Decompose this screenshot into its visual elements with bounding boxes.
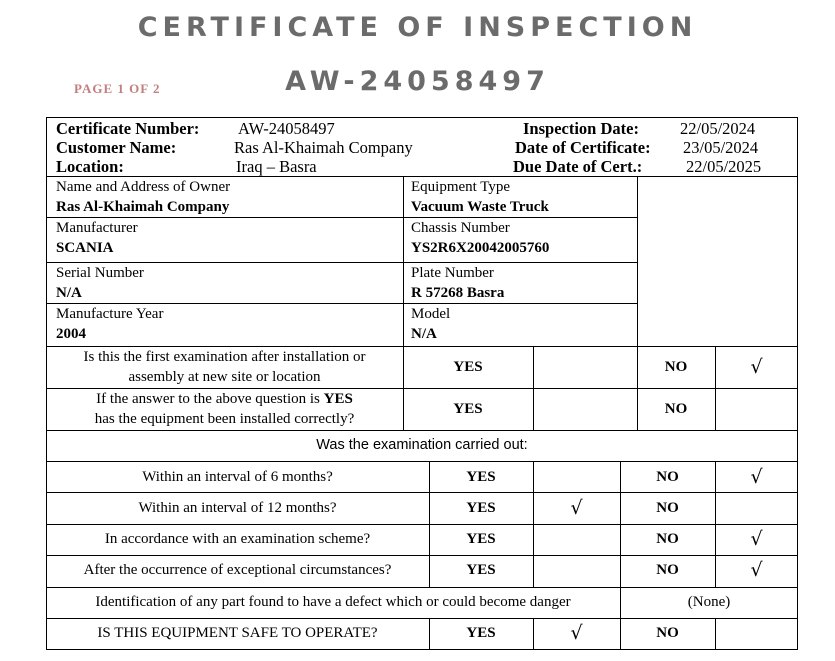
check-mark-icon: √ [750, 559, 763, 581]
no-label: NO [664, 359, 688, 375]
row-divider [46, 262, 637, 263]
row-divider [46, 461, 798, 462]
row-divider [46, 555, 798, 556]
yes-label: YES [466, 531, 496, 547]
manufacture-year-label: Manufacture Year [56, 306, 164, 322]
model-label: Model [411, 306, 451, 322]
model-value: N/A [411, 326, 437, 342]
question-6-months: Within an interval of 6 months? [142, 469, 333, 485]
serial-value: N/A [56, 285, 82, 301]
manufacture-year-value: 2004 [56, 326, 86, 342]
col-divider [533, 461, 534, 587]
question-exceptional-circumstances: After the occurrence of exceptional circumstances? [83, 562, 392, 578]
owner-value: Ras Al-Khaimah Company [56, 199, 230, 215]
row-divider [46, 388, 798, 389]
row-divider [46, 346, 798, 347]
cert-number-label: Certificate Number: [56, 119, 200, 138]
equipment-type-label: Equipment Type [411, 179, 511, 195]
chassis-label: Chassis Number [411, 220, 510, 236]
check-mark-icon: √ [570, 622, 583, 644]
plate-value: R 57268 Basra [411, 285, 505, 301]
chassis-value: YS2R6X20042005760 [411, 240, 550, 256]
question-line: Is this the first examination after installation or [83, 349, 366, 365]
question-line [46, 391, 403, 408]
due-date-label: Due Date of Cert.: [513, 157, 643, 176]
row-divider [46, 618, 798, 619]
check-mark-icon: √ [750, 528, 763, 550]
plate-label: Plate Number [411, 265, 494, 281]
question-12-months: Within an interval of 12 months? [138, 500, 337, 516]
question-defect-identification: Identification of any part found to have a defect which or could become danger [95, 594, 571, 610]
location-label: Location: [56, 157, 124, 176]
date-of-certificate-value: 23/05/2024 [683, 138, 759, 157]
no-label: NO [656, 625, 679, 641]
manufacturer-value: SCANIA [56, 240, 114, 256]
question-line: assembly at new site or location [128, 369, 321, 385]
certificate-title: CERTIFICATE OF INSPECTION [137, 12, 698, 43]
date-of-certificate-label: Date of Certificate: [515, 138, 651, 157]
question-line: has the equipment been installed correctly? [94, 411, 355, 427]
col-divider [637, 176, 638, 346]
col-divider [403, 176, 404, 346]
check-mark-icon: √ [750, 466, 763, 488]
no-label: NO [656, 469, 679, 485]
yes-label: YES [466, 469, 496, 485]
row-divider [46, 303, 637, 304]
customer-label: Customer Name: [56, 138, 177, 157]
examination-header: Was the examination carried out: [316, 437, 528, 453]
inspection-date-label: Inspection Date: [523, 119, 639, 138]
certificate-code-title: AW-24058497 [285, 66, 550, 97]
owner-label: Name and Address of Owner [56, 179, 231, 195]
equipment-type-value: Vacuum Waste Truck [411, 199, 549, 215]
col-divider [533, 346, 534, 430]
defect-answer: (None) [687, 594, 731, 610]
page-indicator: PAGE 1 OF 2 [74, 81, 161, 96]
row-divider [46, 217, 637, 218]
yes-label: YES [466, 625, 496, 641]
row-divider [46, 492, 798, 493]
no-label: NO [656, 531, 679, 547]
yes-label: YES [453, 401, 483, 417]
question-installed-correctly [46, 391, 403, 428]
question-examination-scheme: In accordance with an examination scheme? [104, 531, 371, 547]
no-label: NO [656, 562, 679, 578]
manufacturer-label: Manufacturer [56, 220, 138, 236]
no-label: NO [656, 500, 679, 516]
check-mark-icon: √ [570, 497, 583, 519]
question-text: If the answer to the above question is [96, 391, 324, 407]
location-value: Iraq – Basra [236, 157, 317, 176]
row-divider [46, 524, 798, 525]
no-label: NO [664, 401, 688, 417]
question-emphasis: YES [323, 391, 353, 407]
col-divider [715, 618, 716, 650]
yes-label: YES [466, 562, 496, 578]
inspection-date-value: 22/05/2024 [680, 119, 756, 138]
yes-label: YES [453, 359, 483, 375]
yes-label: YES [466, 500, 496, 516]
row-divider [46, 176, 798, 177]
question-first-examination [46, 349, 403, 386]
customer-value: Ras Al-Khaimah Company [234, 138, 413, 157]
due-date-value: 22/05/2025 [686, 157, 762, 176]
serial-label: Serial Number [56, 265, 144, 281]
cert-number-value: AW-24058497 [238, 119, 335, 138]
row-divider [46, 430, 798, 431]
check-mark-icon: √ [750, 356, 763, 378]
row-divider [46, 587, 798, 588]
question-safe-to-operate: IS THIS EQUIPMENT SAFE TO OPERATE? [97, 625, 378, 641]
